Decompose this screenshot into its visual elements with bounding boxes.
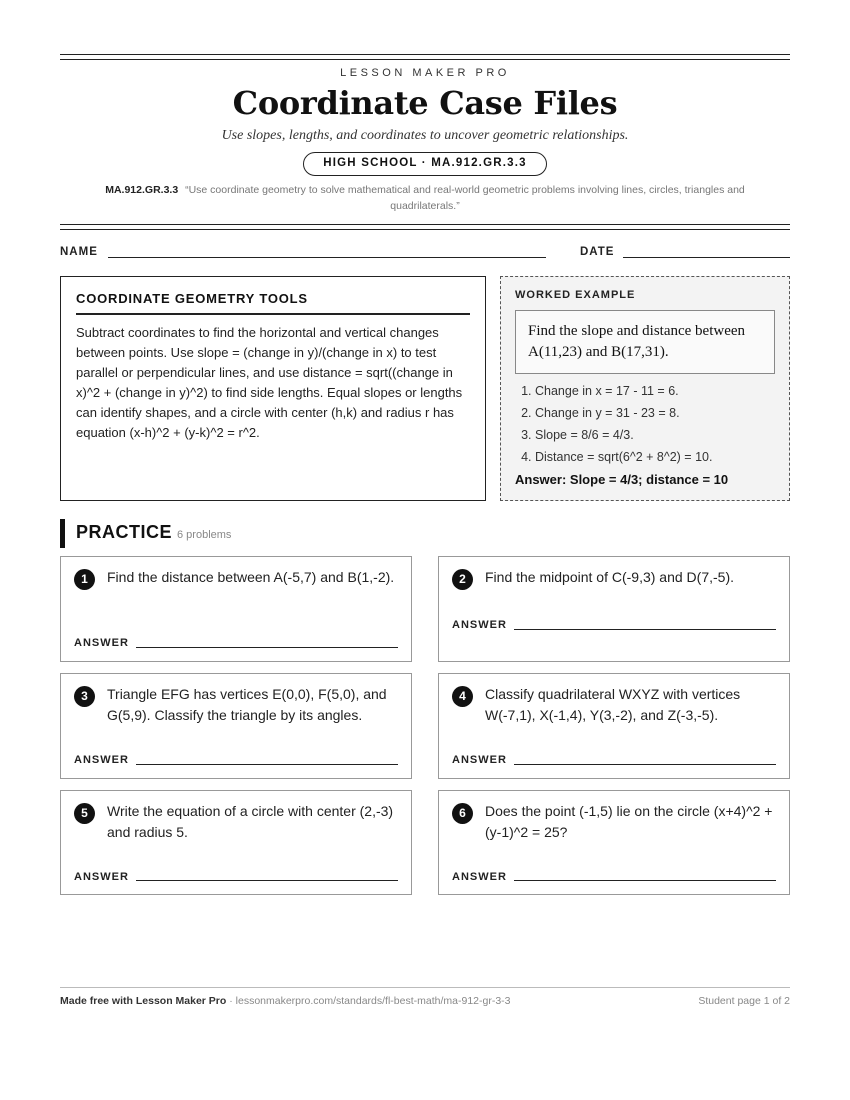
answer-field[interactable] — [514, 629, 776, 630]
problem-text: Triangle EFG has vertices E(0,0), F(5,0), and G(5,9). Classify the triangle by its angles. — [107, 686, 387, 723]
worked-example-step: 4. Distance = sqrt(6^2 + 8^2) = 10. — [535, 446, 775, 468]
problem-text: Write the equation of a circle with center (2,-3) and radius 5. — [107, 803, 394, 840]
worked-example-answer: Answer: Slope = 4/3; distance = 10 — [515, 472, 729, 487]
answer-label: ANSWER — [452, 871, 507, 883]
answer-field[interactable] — [136, 647, 398, 648]
problem-number: 3 — [74, 686, 95, 707]
worked-example-step: 1. Change in x = 17 - 11 = 6. — [535, 380, 775, 402]
worked-example-step: 2. Change in y = 31 - 23 = 8. — [535, 402, 775, 424]
problem-number: 5 — [74, 803, 95, 824]
problem-card-5 — [60, 790, 412, 895]
date-label: DATE — [580, 246, 615, 258]
tools-panel — [60, 276, 486, 501]
grade-standard-badge: HIGH SCHOOL · MA.912.GR.3.3 — [303, 152, 547, 176]
name-label: NAME — [60, 246, 98, 258]
problem-card-1 — [60, 556, 412, 662]
problem-number: 2 — [452, 569, 473, 590]
practice-title: PRACTICE — [76, 522, 173, 542]
standard-description — [70, 182, 780, 214]
practice-accent-bar — [60, 519, 65, 548]
worked-example-prompt: Find the slope and distance between A(11,23) and B(17,31). — [515, 310, 775, 374]
page-title: Coordinate Case Files — [232, 84, 618, 122]
answer-field[interactable] — [136, 764, 398, 765]
name-field[interactable] — [108, 257, 546, 258]
answer-field[interactable] — [514, 880, 776, 881]
problem-text: Classify quadrilateral WXYZ with vertices W(-7,1), X(-1,4), Y(3,-2), and Z(-3,-5). — [485, 686, 741, 723]
problem-text: Does the point (-1,5) lie on the circle (x+4)^2 + (y-1)^2 = 25? — [485, 803, 773, 840]
answer-label: ANSWER — [74, 754, 129, 766]
tools-heading-rule — [76, 313, 470, 315]
problem-text: Find the midpoint of C(-9,3) and D(7,-5). — [485, 569, 734, 585]
worked-example-steps — [515, 380, 775, 468]
tools-heading: COORDINATE GEOMETRY TOOLS — [76, 291, 308, 306]
standard-code: MA.912.GR.3.3 — [105, 184, 179, 196]
practice-count: 6 problems — [177, 529, 232, 541]
answer-field[interactable] — [136, 880, 398, 881]
problem-number: 4 — [452, 686, 473, 707]
standard-text: “Use coordinate geometry to solve mathematical and real-world geometric problems involving lines, circles, triangles and quadrilaterals.” — [185, 184, 745, 212]
answer-label: ANSWER — [74, 871, 129, 883]
header-bottom-rule — [60, 224, 790, 230]
answer-label: ANSWER — [452, 619, 507, 631]
footer-made-with: Made free with Lesson Maker Pro — [60, 995, 227, 1007]
worked-example-panel — [500, 276, 790, 501]
problem-card-4 — [438, 673, 790, 779]
header-top-rule — [60, 54, 790, 60]
footer-rule — [60, 987, 790, 988]
worked-example-label: WORKED EXAMPLE — [515, 289, 636, 301]
problem-number: 6 — [452, 803, 473, 824]
answer-label: ANSWER — [74, 637, 129, 649]
problem-text: Find the distance between A(-5,7) and B(1,-2). — [107, 569, 395, 585]
footer-url: · lessonmakerpro.com/standards/fl-best-math/ma-912-gr-3-3 — [226, 995, 511, 1007]
problem-card-3 — [60, 673, 412, 779]
problem-number: 1 — [74, 569, 95, 590]
tools-body: Subtract coordinates to find the horizontal and vertical changes between points. Use slope = (change in y)/(change in x) to test parallel or perpendicular lines, and use distance = sqrt((change in x)^2 + (change in y)^2) to find side lengths. Equal slopes or lengths can identify shapes, and a circle with center (h,k) and radius r has equation (x-h)^2 + (y-k)^2 = r^2. — [76, 325, 463, 440]
date-field[interactable] — [623, 257, 790, 258]
brand-label: LESSON MAKER PRO — [340, 67, 510, 79]
page-subtitle: Use slopes, lengths, and coordinates to uncover geometric relationships. — [221, 128, 629, 143]
worked-example-step: 3. Slope = 8/6 = 4/3. — [535, 424, 775, 446]
answer-label: ANSWER — [452, 754, 507, 766]
footer-credit — [60, 995, 511, 1007]
problem-card-2 — [438, 556, 790, 662]
footer-page-number: Student page 1 of 2 — [698, 995, 790, 1007]
problem-card-6 — [438, 790, 790, 895]
answer-field[interactable] — [514, 764, 776, 765]
